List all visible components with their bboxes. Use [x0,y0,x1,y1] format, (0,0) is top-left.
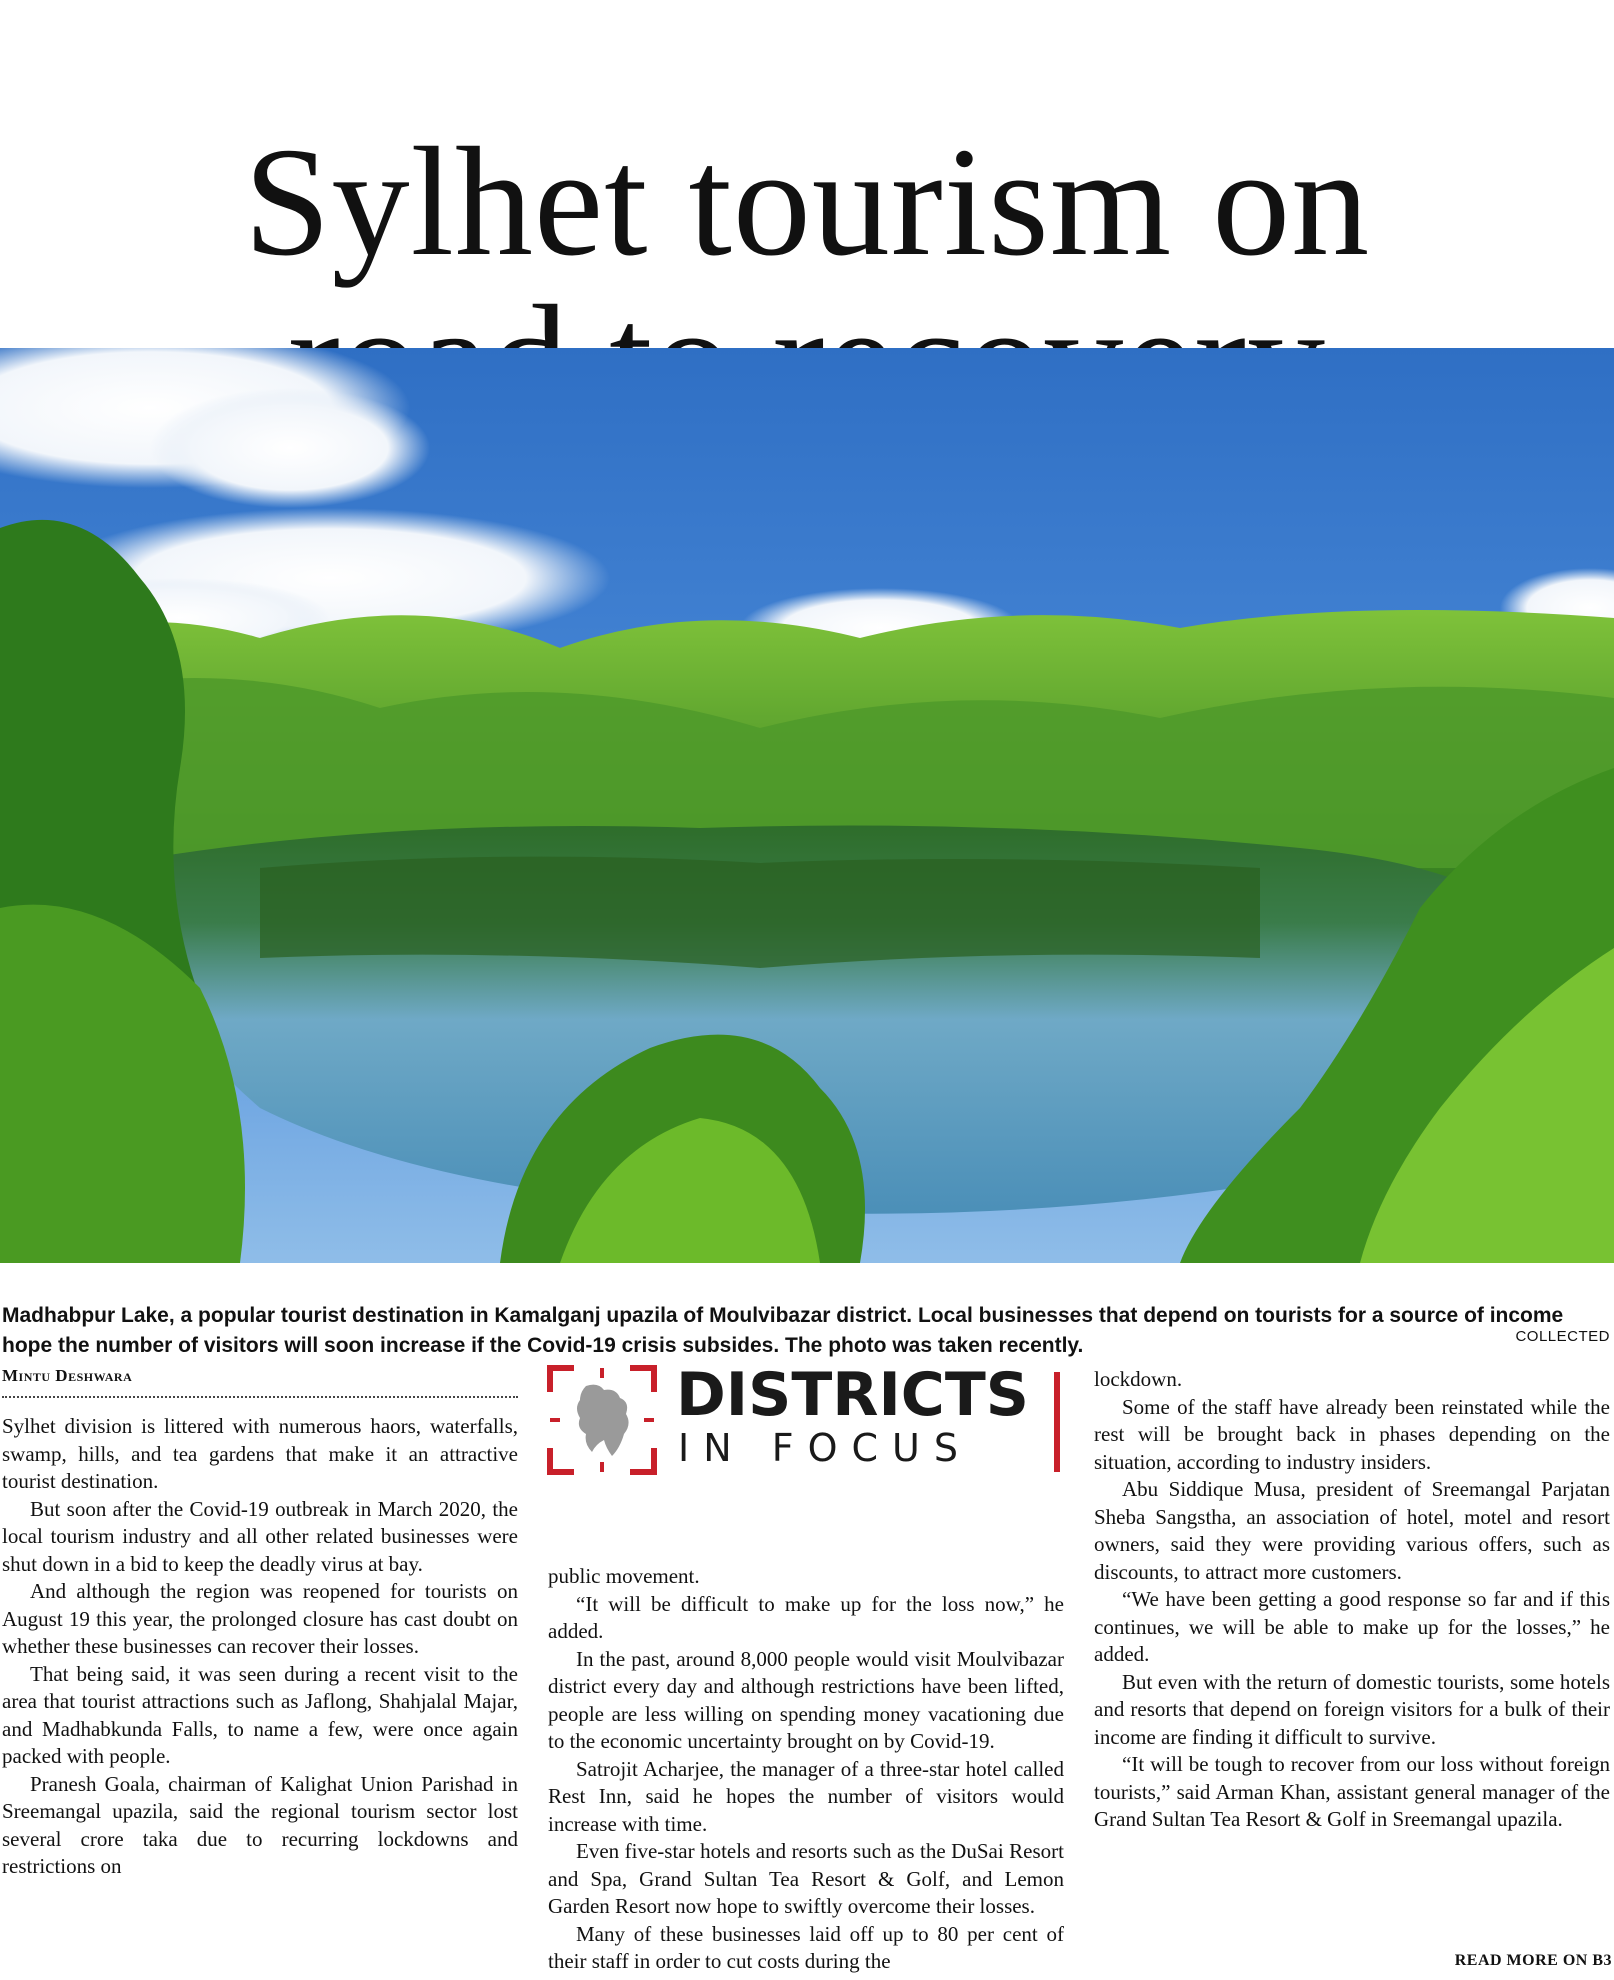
paragraph: Satrojit Acharjee, the manager of a three-star hotel called Rest Inn, said he hopes the number of visitors would increase with time. [548,1756,1064,1836]
photo-caption: Madhabpur Lake, a popular tourist destination in Kamalganj upazila of Moulvibazar district. Local businesses that depend on tourists for a source of income hope the number of visitors will soon increase if the Covid-19 crisis subsides. The photo was taken recently. [2,1304,1564,1357]
read-more-link[interactable]: READ MORE ON B3 [1454,1952,1612,1969]
article-column-3 [1094,1366,1610,1956]
headline-line-1: Sylhet tourism on [243,114,1371,288]
paragraph: “It will be difficult to make up for the loss now,” he added. [548,1591,1064,1643]
section-logo [546,1360,1068,1484]
paragraph: Pranesh Goala, chairman of Kalighat Union Parishad in Sreemangal upazila, said the regional tourism sector lost several crore taka due to recurring lockdowns and restrictions on [2,1771,518,1878]
byline: Mintu Deshwara [2,1366,518,1398]
paragraph: But even with the return of domestic tourists, some hotels and resorts that depend on foreign visitors for a bulk of their income are finding it difficult to survive. [1094,1669,1610,1749]
paragraph: Abu Siddique Musa, president of Sreemangal Parjatan Sheba Sangstha, an association of hotel, motel and resort owners, said they were providing various offers, such as discounts, to attract more customers. [1094,1477,1610,1584]
paragraph: In the past, around 8,000 people would visit Moulvibazar district every day and although restrictions have been lifted, people are less willing on spending money vacationing due to the economic uncertainty brought on by Covid-19. [548,1646,1064,1753]
article-column-2 [548,1563,1064,1978]
paragraph: “We have been getting a good response so far and if this continues, we will be able to make up for the losses,” he added. [1094,1587,1610,1666]
paragraph: But soon after the Covid-19 outbreak in March 2020, the local tourism industry and all other related businesses were shut down in a bid to keep the deadly virus at bay. [2,1496,518,1576]
paragraph: Some of the staff have already been reinstated while the rest will be brought back in phases depending on the situation, according to industry insiders. [1094,1394,1610,1474]
paragraph: And although the region was reopened for tourists on August 19 this year, the prolonged closure has cast doubt on whether these businesses can recover their losses. [2,1579,518,1658]
logo-accent-bar [1054,1372,1060,1472]
paragraph: “It will be tough to recover from our loss without foreign tourists,” said Arman Khan, assistant general manager of the Grand Sultan Tea Resort & Golf in Sreemangal upazila. [1094,1752,1610,1831]
paragraph: Many of these businesses laid off up to 80 per cent of their staff in order to cut costs during the [548,1921,1064,1973]
paragraph: Even five-star hotels and resorts such as the DuSai Resort and Spa, Grand Sultan Tea Resort & Golf, and Lemon Garden Resort now hope to swiftly overcome their losses. [548,1839,1064,1918]
logo-word-districts: DISTRICTS [676,1360,1029,1430]
paragraph: public movement. [548,1564,700,1588]
article-column-1 [2,1413,518,1978]
photo-credit: COLLECTED [1515,1328,1610,1345]
paragraph: Sylhet division is littered with numerous haors, waterfalls, swamp, hills, and tea gardens that make it an attractive tourist destination. [2,1414,518,1493]
paragraph: That being said, it was seen during a recent visit to the area that tourist attractions such as Jaflong, Shahjalal Majar, and Madhabkunda Falls, to name a few, were once again packed with people. [2,1661,518,1768]
bangladesh-map-icon [546,1364,658,1476]
paragraph: lockdown. [1094,1367,1183,1391]
lead-photo [0,348,1614,1263]
logo-word-in-focus: IN FOCUS [678,1426,972,1470]
